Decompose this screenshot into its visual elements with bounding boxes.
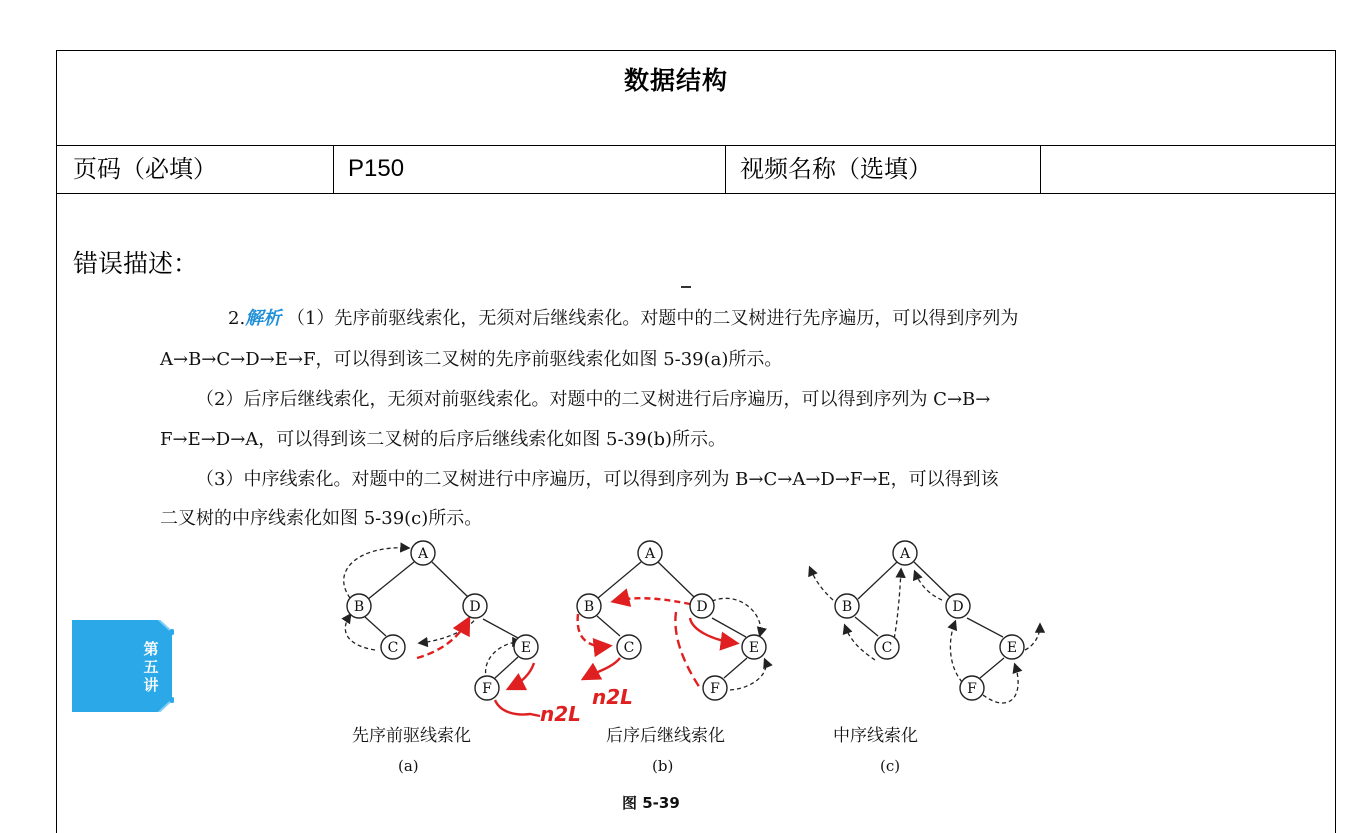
node-label: D bbox=[469, 599, 481, 615]
figure-caption: 图 5-39 bbox=[622, 794, 680, 812]
paragraph-text: （1）先序前驱线索化，无须对后继线索化。对题中的二叉树进行先序遍历，可以得到序列为 bbox=[286, 308, 1019, 329]
tree-panel-c bbox=[810, 562, 1040, 703]
paragraph-line: A→B→C→D→E→F，可以得到该二叉树的先序前驱线索化如图 5-39(a)所示。 bbox=[160, 349, 783, 370]
paragraph-line: 二叉树的中序线索化如图 5-39(c)所示。 bbox=[160, 508, 483, 529]
node-label: B bbox=[353, 599, 365, 615]
node-label: C bbox=[387, 640, 399, 656]
tree-panel-b bbox=[597, 562, 766, 690]
page-number-value[interactable]: P150 bbox=[348, 155, 405, 182]
node-label: E bbox=[748, 640, 760, 656]
figure-panel-sublabel: (c) bbox=[880, 757, 901, 775]
node-label: B bbox=[583, 599, 595, 615]
answer-keyword: 解析 bbox=[245, 308, 282, 329]
node-label: A bbox=[644, 546, 656, 562]
node-label: D bbox=[696, 599, 708, 615]
figure-panel-label: 后序后继线索化 bbox=[606, 726, 725, 746]
node-label: A bbox=[417, 546, 429, 562]
node-label: B bbox=[841, 599, 853, 615]
node-label: F bbox=[967, 681, 977, 697]
figure-panel-sublabel: (a) bbox=[398, 757, 419, 775]
handwritten-notes bbox=[540, 685, 633, 726]
paragraph-line: F→E→D→A，可以得到该二叉树的后序后继线索化如图 5-39(b)所示。 bbox=[160, 429, 727, 450]
node-label: D bbox=[952, 599, 964, 615]
page-number-label: 页码（必填） bbox=[73, 155, 217, 183]
error-description-label: 错误描述： bbox=[73, 249, 199, 278]
tree-nodes bbox=[347, 541, 1024, 700]
video-name-label: 视频名称（选填） bbox=[740, 155, 932, 183]
node-label: C bbox=[623, 640, 635, 656]
red-annotation-a bbox=[417, 620, 540, 716]
node-label: C bbox=[881, 640, 893, 656]
item-number: 2. bbox=[228, 308, 246, 329]
chapter-tab-label: 第五讲 bbox=[143, 640, 159, 694]
tree-node-labels bbox=[354, 546, 1017, 697]
paragraph-line: （3）中序线索化。对题中的二叉树进行中序遍历，可以得到序列为 B→C→A→D→F→E，可以得到该 bbox=[196, 469, 999, 490]
handwritten-note: n2L bbox=[592, 685, 633, 709]
figure-panel-label: 先序前驱线索化 bbox=[352, 726, 471, 746]
tree-panel-a bbox=[344, 548, 520, 680]
node-label: A bbox=[899, 546, 911, 562]
node-label: E bbox=[1006, 640, 1018, 656]
figure-panel-sublabel: (b) bbox=[652, 757, 674, 775]
node-label: F bbox=[482, 681, 492, 697]
document-title: 数据结构 bbox=[623, 66, 728, 95]
handwritten-note: n2L bbox=[540, 702, 581, 726]
node-label: E bbox=[520, 640, 532, 656]
paragraph-line: （2）后序后继线索化，无须对前驱线索化。对题中的二叉树进行后序遍历，可以得到序列为 C→B→ bbox=[196, 389, 991, 410]
node-label: F bbox=[710, 681, 720, 697]
figure-panel-label: 中序线索化 bbox=[833, 726, 918, 746]
